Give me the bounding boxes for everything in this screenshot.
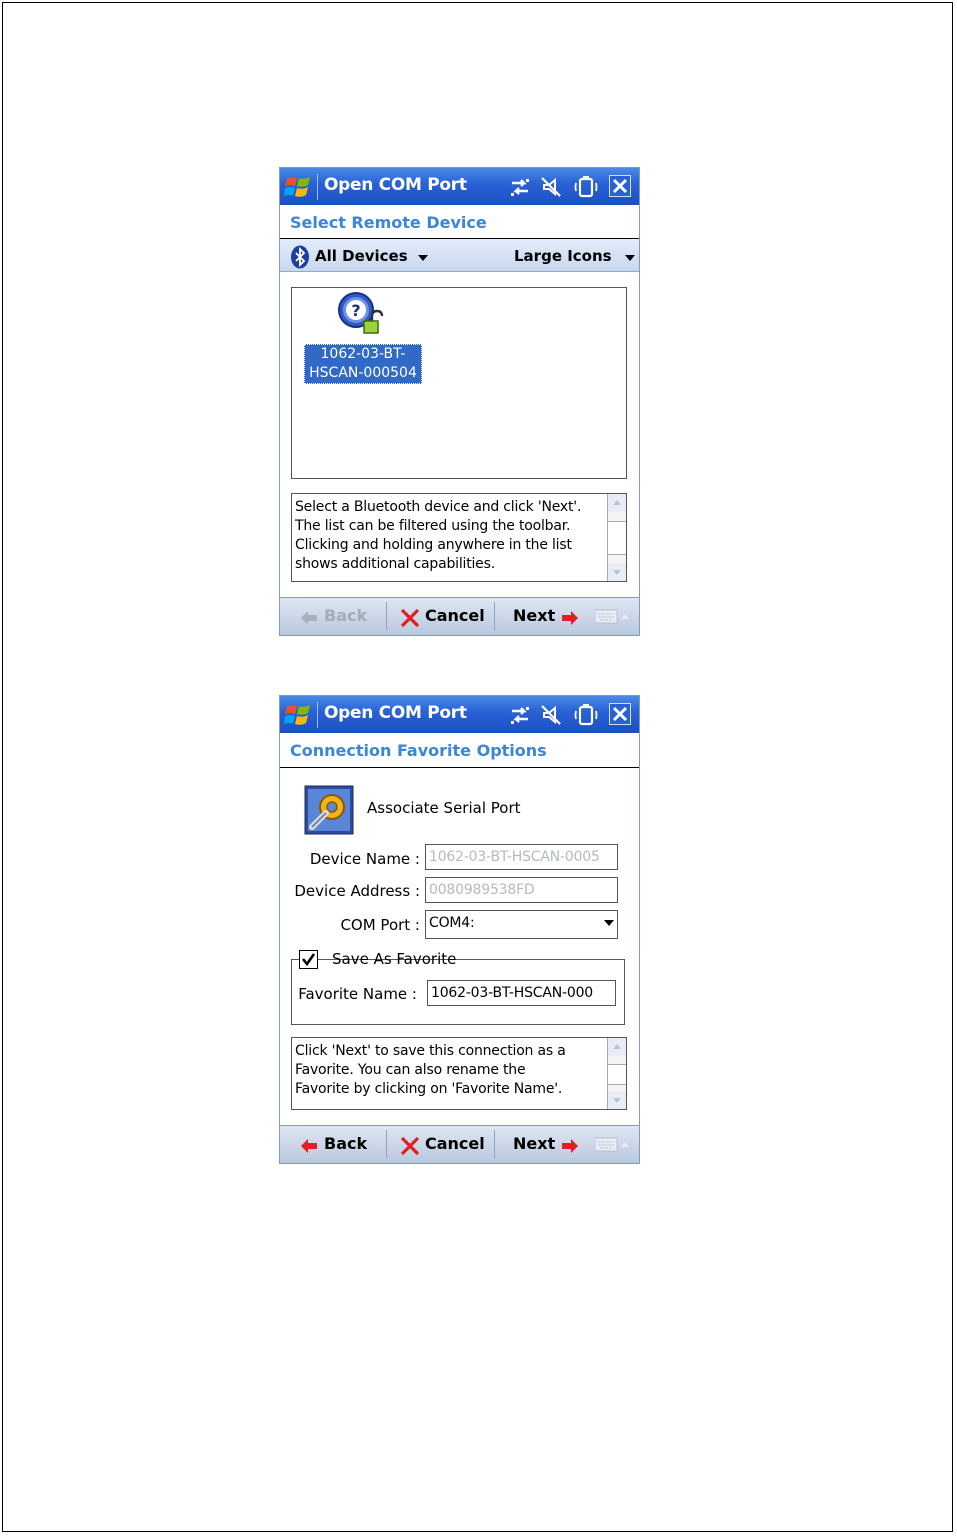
back-arrow-icon	[300, 1138, 318, 1154]
bluetooth-icon	[290, 245, 310, 269]
associate-serial-port-label: Associate Serial Port	[367, 799, 521, 817]
favorite-name-field[interactable]: 1062-03-BT-HSCAN-000	[427, 980, 616, 1006]
device-name-field[interactable]: 1062-03-BT-HSCAN-0005	[425, 844, 618, 870]
device-name-label: Device Name :	[309, 850, 420, 868]
scroll-thumb[interactable]	[608, 521, 626, 555]
scroll-up-button[interactable]	[608, 1038, 626, 1056]
cancel-button[interactable]: Cancel	[425, 1134, 485, 1153]
softkey-bar	[280, 1125, 639, 1163]
select-remote-device-screen	[279, 167, 640, 636]
checkmark-icon	[300, 951, 317, 968]
device-list[interactable]	[291, 287, 627, 479]
favorite-name-label: Favorite Name :	[298, 985, 417, 1003]
view-mode-dropdown[interactable]: Large Icons	[514, 247, 612, 265]
connectivity-icon[interactable]	[508, 175, 532, 199]
next-arrow-icon	[561, 1138, 579, 1154]
com-port-label: COM Port :	[340, 916, 420, 934]
help-text-box	[291, 1037, 627, 1110]
com-port-select[interactable]	[425, 910, 618, 939]
scroll-thumb[interactable]	[608, 1064, 626, 1085]
com-port-value: COM4:	[429, 915, 475, 931]
next-button[interactable]: Next	[513, 1134, 556, 1153]
save-as-favorite-checkbox[interactable]	[299, 950, 318, 969]
close-button[interactable]	[609, 175, 631, 197]
back-arrow-icon	[300, 610, 318, 626]
help-scrollbar[interactable]	[607, 494, 626, 581]
scroll-down-button[interactable]	[608, 563, 626, 581]
device-address-label: Device Address :	[294, 882, 420, 900]
filter-toolbar	[280, 239, 639, 272]
speaker-muted-icon[interactable]	[540, 703, 564, 727]
windows-flag-icon[interactable]	[284, 173, 314, 199]
battery-icon[interactable]	[574, 175, 598, 199]
next-arrow-icon	[561, 610, 579, 626]
save-as-favorite-toggle[interactable]	[299, 949, 457, 971]
device-filter-dropdown[interactable]: All Devices	[315, 247, 408, 265]
title-separator	[317, 174, 318, 200]
windows-flag-icon[interactable]	[284, 701, 314, 727]
save-as-favorite-label: Save As Favorite	[332, 950, 457, 968]
keyboard-icon[interactable]	[595, 1137, 629, 1152]
chevron-down-icon[interactable]	[604, 920, 614, 926]
scroll-down-button[interactable]	[608, 1091, 626, 1109]
next-button[interactable]: Next	[513, 606, 556, 625]
scroll-up-button[interactable]	[608, 494, 626, 512]
window-title: Open COM Port	[324, 175, 467, 195]
connection-favorite-options-screen	[279, 695, 640, 1164]
page-title: Select Remote Device	[290, 213, 487, 232]
close-icon	[610, 704, 630, 724]
help-scrollbar[interactable]	[607, 1038, 626, 1109]
title-bar	[280, 696, 639, 733]
title-bar	[280, 168, 639, 205]
battery-icon[interactable]	[574, 703, 598, 727]
close-icon	[610, 176, 630, 196]
chevron-down-icon[interactable]	[625, 255, 635, 261]
page-title: Connection Favorite Options	[290, 741, 547, 760]
help-text: Click 'Next' to save this connection as a Favorite. You can also rename the Favorite by clicking on 'Favorite Name'.	[295, 1043, 566, 1097]
svg-text:?: ?	[351, 301, 361, 320]
close-button[interactable]	[609, 703, 631, 725]
back-button[interactable]: Back	[324, 606, 368, 625]
back-button[interactable]: Back	[324, 1134, 368, 1153]
heading-divider	[280, 767, 639, 768]
device-item-label[interactable]: 1062-03-BT- HSCAN-000504	[304, 344, 422, 384]
cancel-x-icon	[400, 1136, 420, 1156]
device-address-field[interactable]: 0080989538FD	[425, 877, 618, 903]
cancel-button[interactable]: Cancel	[425, 606, 485, 625]
settings-wrench-icon	[304, 785, 354, 835]
cancel-x-icon	[400, 608, 420, 628]
window-title: Open COM Port	[324, 703, 467, 723]
keyboard-icon[interactable]	[595, 609, 629, 624]
softkey-bar	[280, 597, 639, 635]
help-text-box	[291, 493, 627, 582]
help-text: Select a Bluetooth device and click 'Next'. The list can be filtered using the toolbar. Clicking and holding anywhere in the list shows additional capabilities.	[295, 499, 582, 572]
speaker-muted-icon[interactable]	[540, 175, 564, 199]
unknown-device-unlocked-icon[interactable]	[336, 290, 388, 342]
connectivity-icon[interactable]	[508, 703, 532, 727]
chevron-down-icon[interactable]	[418, 255, 428, 261]
title-separator	[317, 702, 318, 728]
